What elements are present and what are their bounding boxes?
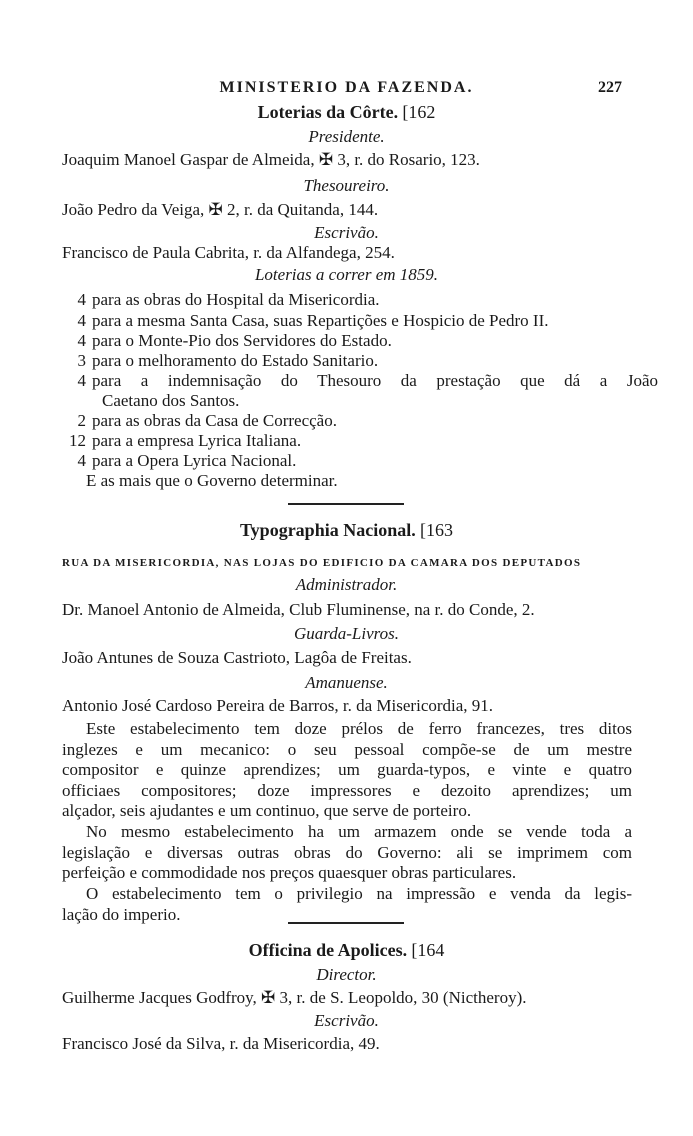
section-divider (288, 503, 404, 505)
escrivao-label-officina: Escrivão. (314, 1011, 379, 1030)
presidente-entry: Joaquim Manoel Gaspar de Almeida, ✠ 3, r. do Rosario, 123. (62, 150, 480, 169)
officina-ref: [164 (411, 940, 445, 960)
escrivao-entry-officina: Francisco José da Silva, r. da Misericordia, 49. (62, 1034, 380, 1053)
typographia-ref: [163 (419, 520, 453, 540)
page-number: 227 (598, 79, 622, 96)
administrador-label: Administrador. (295, 575, 398, 594)
paragraph-staff: Este estabelecimento tem doze prélos de ferro francezes, tres ditos inglezes e um mecanico: o seu pessoal compõe-se de um mestre compositor e quinze aprendizes; um guarda-typos, e vinte e quatro officiaes compositores; doze impressores e dezoito aprendizes; um alçador, seis ajudantes e um continuo, que serve de porteiro. (62, 719, 632, 821)
tesoureiro-entry: João Pedro da Veiga, ✠ 2, r. da Quitanda, 144. (62, 200, 379, 219)
amanuense-label: Amanuense. (305, 673, 388, 692)
tesoureiro-label: Thesoureiro. (303, 176, 390, 195)
section-divider (288, 922, 404, 924)
officina-title: Officina de Apolices. (248, 940, 408, 960)
presidente-label: Presidente. (308, 127, 385, 146)
loterias-ref: [162 (402, 102, 436, 122)
section-title-loterias (0, 102, 693, 123)
running-header: MINISTERIO DA FAZENDA. (219, 79, 474, 96)
loterias-closing: E as mais que o Governo determinar. (86, 471, 338, 490)
director-entry: Guilherme Jacques Godfroy, ✠ 3, r. de S. Leopoldo, 30 (Nictheroy). (62, 988, 527, 1007)
loterias-title: Loterias da Côrte. (257, 102, 399, 122)
document-page: MINISTERIO DA FAZENDA. 227 Loterias da Côrte. [162 Presidente. Joaquim Manoel Gaspar de Almeida, ✠ 3, r. do Rosario, 123. Thesoureiro. João Pedro da Veiga, ✠ 2, r. da Quitanda, 144. Escrivão. Francisco de Paula Cabrita, r. da Alfandega, 254. Loterias a correr em 1859. 4 para as obras do Hospital da Misericordia. 4 para a mesma Santa Casa, suas Repartições e Hospicio de Pedro II. 4 para o Monte-Pio dos Servidores do Estado. 3 para o melhoramento do Estado Sanitario. 4 para a indemnisação do Thesouro da prestação que dá a João Caetano dos Santos. 2 para as obras da Casa de Correcção. 12 para a empresa Lyrica Italiana. 4 para a Opera Lyrica Nacional. E as mais que o Governo determinar. Typographia Nacional. [163 RUA DA MISERICORDIA, NAS LOJAS DO EDIFICIO DA CAMARA DOS DEPUTADOS Administrador. Dr. Manoel Antonio de Almeida, Club Fluminense, na r. do Conde, 2. Guarda-Livros. João Antunes de Souza Castrioto, Lagôa de Freitas. Amanuense. Antonio José Cardoso Pereira de Barros, r. da Misericordia, 91. Este estabelecimento tem doze prélos de ferro francezes, tres ditos inglezes e um mecanico: o seu pessoal compõe-se de um mestre compositor e quinze aprendizes; um guarda-typos, e vinte e quatro officiaes compositores; doze impressores e dezoito aprendizes; um alçador, seis ajudantes e um continuo, que serve de porteiro. No mesmo estabelecimento ha um armazem onde se vende toda a legislação e diversas outras obras do Governo: ali se imprimem com perfeição e commodidade nos preços quaesquer obras particulares. O estabelecimento tem o privilegio na impressão e venda da legis- lação do imperio. Officina de Apolices. [164 Director. Guilherme Jacques Godfroy, ✠ 3, r. de S. Leopoldo, 30 (Nictheroy). Escrivão. Francisco José da Silva, r. da Misericordia, 49. (0, 0, 693, 1136)
escrivao-label: Escrivão. (314, 223, 379, 242)
section-title-typographia (0, 520, 693, 541)
guarda-livros-entry: João Antunes de Souza Castrioto, Lagôa de Freitas. (62, 648, 412, 667)
paragraph-privilegio: O estabelecimento tem o privilegio na impressão e venda da legis- lação do imperio. (62, 884, 632, 924)
typographia-address: RUA DA MISERICORDIA, NAS LOJAS DO EDIFICIO DA CAMARA DOS DEPUTADOS (62, 557, 582, 569)
director-label: Director. (316, 965, 377, 984)
guarda-livros-label: Guarda-Livros. (294, 624, 399, 643)
amanuense-entry: Antonio José Cardoso Pereira de Barros, r. da Misericordia, 91. (62, 696, 494, 715)
paragraph-armazem: No mesmo estabelecimento ha um armazem onde se vende toda a legislação e diversas outras obras do Governo: ali se imprimem com perfeição e commodidade nos preços quaesquer obras particulares. (62, 822, 632, 883)
typographia-title: Typographia Nacional. (240, 520, 416, 540)
escrivao-entry: Francisco de Paula Cabrita, r. da Alfandega, 254. (62, 243, 395, 262)
loterias-year-label: Loterias a correr em 1859. (254, 265, 439, 284)
section-title-officina (0, 940, 693, 961)
administrador-entry: Dr. Manoel Antonio de Almeida, Club Fluminense, na r. do Conde, 2. (62, 600, 535, 619)
